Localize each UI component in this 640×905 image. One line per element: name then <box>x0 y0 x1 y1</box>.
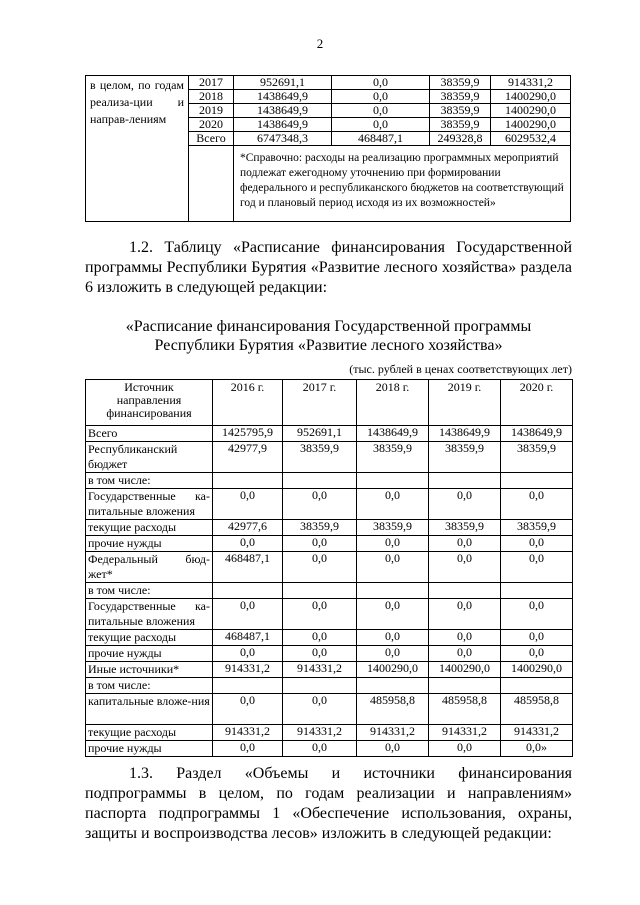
header-2018: 2018 г. <box>357 380 429 426</box>
value-cell: 1438649,9 <box>234 104 332 118</box>
value-cell: 0,0 <box>213 536 283 552</box>
value-cell: 914331,2 <box>491 76 571 90</box>
year-cell: 2019 <box>189 104 234 118</box>
row-label: Республиканский бюджет <box>86 442 213 473</box>
value-cell: 1400290,0 <box>501 662 573 678</box>
value-cell: 0,0 <box>501 630 573 646</box>
table-row <box>86 489 573 520</box>
value-cell <box>357 678 429 694</box>
table-row <box>86 678 573 694</box>
table-row <box>86 76 571 90</box>
value-cell: 0,0 <box>283 489 357 520</box>
row-label: в том числе: <box>86 678 213 694</box>
value-cell: 0,0 <box>283 552 357 583</box>
value-cell: 0,0 <box>429 630 501 646</box>
row-label: прочие нужды <box>86 646 213 662</box>
value-cell <box>429 678 501 694</box>
value-cell: 0,0 <box>213 694 283 725</box>
value-cell: 38359,9 <box>429 442 501 473</box>
value-cell: 0,0 <box>283 630 357 646</box>
value-cell: 0,0 <box>429 599 501 630</box>
value-cell: 914331,2 <box>357 725 429 741</box>
year-cell: Всего <box>189 132 234 146</box>
value-cell: 38359,9 <box>283 520 357 536</box>
value-cell: 0,0 <box>429 741 501 757</box>
header-2016: 2016 г. <box>213 380 283 426</box>
value-cell: 1400290,0 <box>429 662 501 678</box>
value-cell: 952691,1 <box>283 426 357 442</box>
value-cell: 0,0 <box>283 599 357 630</box>
value-cell: 38359,9 <box>501 520 573 536</box>
units-note: (тыс. рублей в ценах соответствующих лет) <box>349 362 572 376</box>
row-label: в том числе: <box>86 583 213 599</box>
value-cell: 0,0 <box>283 646 357 662</box>
value-cell: 0,0 <box>332 104 430 118</box>
value-cell: 0,0 <box>501 552 573 583</box>
page-number: 2 <box>316 36 324 51</box>
table-row <box>86 442 573 473</box>
value-cell <box>283 583 357 599</box>
value-cell: 1400290,0 <box>491 104 571 118</box>
value-cell: 1425795,9 <box>213 426 283 442</box>
value-cell: 1438649,9 <box>234 118 332 132</box>
table-row <box>86 520 573 536</box>
table-row <box>86 662 573 678</box>
value-cell: 38359,9 <box>430 118 491 132</box>
row-label: Федеральный бюд-жет* <box>86 552 213 583</box>
row-label: текущие расходы <box>86 725 213 741</box>
paragraph-1-3: 1.3. Раздел «Объемы и источники финансирования подпрограммы в целом, по годам реализации и направлениям» паспорта подпрограммы 1 «Обеспечение использования, охраны, защиты и воспроизводства лесов» изложить в следующей редакции: <box>85 765 572 842</box>
value-cell: 0,0 <box>213 646 283 662</box>
value-cell: 0,0 <box>332 90 430 104</box>
row-label: капитальные вложе-ния <box>86 694 213 725</box>
table-row <box>86 473 573 489</box>
value-cell: 0,0 <box>283 694 357 725</box>
value-cell: 38359,9 <box>430 76 491 90</box>
header-2020: 2020 г. <box>501 380 573 426</box>
value-cell: 468487,1 <box>213 630 283 646</box>
value-cell: 0,0 <box>213 741 283 757</box>
row-label: прочие нужды <box>86 536 213 552</box>
value-cell: 6747348,3 <box>234 132 332 146</box>
row-label: прочие нужды <box>86 741 213 757</box>
value-cell: 914331,2 <box>283 662 357 678</box>
value-cell: 0,0 <box>501 489 573 520</box>
value-cell: 1438649,9 <box>357 426 429 442</box>
value-cell <box>283 678 357 694</box>
value-cell: 38359,9 <box>430 104 491 118</box>
value-cell: 0,0 <box>357 630 429 646</box>
value-cell: 914331,2 <box>213 662 283 678</box>
row-label: Государственные ка-питальные вложения <box>86 599 213 630</box>
value-cell <box>501 583 573 599</box>
value-cell: 42977,6 <box>213 520 283 536</box>
year-cell: 2017 <box>189 76 234 90</box>
row-label: Всего <box>86 426 213 442</box>
value-cell: 0,0 <box>429 552 501 583</box>
period-label: в целом, по годам реализа-ции и направ-лениям <box>86 76 189 222</box>
value-cell: 0,0» <box>501 741 573 757</box>
value-cell <box>213 678 283 694</box>
value-cell: 485958,8 <box>429 694 501 725</box>
table-row <box>86 583 573 599</box>
row-label: Государственные ка-питальные вложения <box>86 489 213 520</box>
header-2019: 2019 г. <box>429 380 501 426</box>
table-row <box>86 630 573 646</box>
value-cell: 914331,2 <box>429 725 501 741</box>
value-cell <box>501 473 573 489</box>
schedule-title-line1: «Расписание финансирования Государственной программы <box>125 318 532 335</box>
value-cell: 0,0 <box>213 489 283 520</box>
footnote: *Справочно: расходы на реализацию программных мероприятий подлежат ежегодному уточнению при формировании федерального и республиканского бюджетов на соответствующий год и плановый период исходя из их возможностей» <box>234 146 571 222</box>
row-label: текущие расходы <box>86 630 213 646</box>
value-cell: 0,0 <box>429 536 501 552</box>
value-cell: 0,0 <box>357 741 429 757</box>
value-cell: 38359,9 <box>357 520 429 536</box>
value-cell: 6029532,4 <box>491 132 571 146</box>
table-row <box>86 426 573 442</box>
value-cell: 0,0 <box>357 599 429 630</box>
value-cell: 468487,1 <box>213 552 283 583</box>
schedule-title-line2: Республики Бурятия «Развитие лесного хозяйства» <box>154 337 503 354</box>
value-cell: 1400290,0 <box>491 90 571 104</box>
value-cell: 0,0 <box>213 599 283 630</box>
header-2017: 2017 г. <box>283 380 357 426</box>
table-row <box>86 552 573 583</box>
value-cell: 249328,8 <box>430 132 491 146</box>
value-cell <box>357 473 429 489</box>
table-row <box>86 599 573 630</box>
value-cell: 0,0 <box>332 118 430 132</box>
header-source: Источник направления финансирования <box>86 380 213 426</box>
value-cell: 1438649,9 <box>429 426 501 442</box>
value-cell: 0,0 <box>357 536 429 552</box>
table-row <box>86 741 573 757</box>
value-cell: 0,0 <box>429 646 501 662</box>
value-cell: 0,0 <box>332 76 430 90</box>
row-label: текущие расходы <box>86 520 213 536</box>
schedule-body <box>86 426 573 757</box>
header-row <box>86 380 573 426</box>
value-cell <box>283 473 357 489</box>
value-cell <box>501 678 573 694</box>
table-row <box>86 646 573 662</box>
table-row <box>86 725 573 741</box>
value-cell: 0,0 <box>501 536 573 552</box>
value-cell: 38359,9 <box>501 442 573 473</box>
value-cell: 914331,2 <box>283 725 357 741</box>
value-cell: 0,0 <box>357 646 429 662</box>
value-cell <box>213 583 283 599</box>
year-cell: 2018 <box>189 90 234 104</box>
value-cell: 468487,1 <box>332 132 430 146</box>
value-cell: 0,0 <box>357 552 429 583</box>
value-cell: 0,0 <box>501 599 573 630</box>
value-cell: 485958,8 <box>357 694 429 725</box>
value-cell: 1438649,9 <box>501 426 573 442</box>
note-spacer <box>189 146 234 222</box>
value-cell: 0,0 <box>357 489 429 520</box>
value-cell <box>357 583 429 599</box>
year-cell: 2020 <box>189 118 234 132</box>
top-funding-table <box>85 75 571 222</box>
paragraph-1-2: 1.2. Таблицу «Расписание финансирования Государственной программы Республики Бурятия «Развитие лесного хозяйства» раздела 6 изложить в следующей редакции: <box>85 239 572 296</box>
value-cell <box>429 583 501 599</box>
value-cell: 914331,2 <box>213 725 283 741</box>
value-cell: 38359,9 <box>430 90 491 104</box>
value-cell: 38359,9 <box>283 442 357 473</box>
table-row <box>86 536 573 552</box>
value-cell: 0,0 <box>429 489 501 520</box>
value-cell: 1400290,0 <box>357 662 429 678</box>
value-cell <box>429 473 501 489</box>
row-label: в том числе: <box>86 473 213 489</box>
value-cell: 0,0 <box>283 741 357 757</box>
value-cell: 0,0 <box>283 536 357 552</box>
row-label: Иные источники* <box>86 662 213 678</box>
value-cell: 38359,9 <box>357 442 429 473</box>
schedule-table <box>85 379 573 757</box>
value-cell: 42977,9 <box>213 442 283 473</box>
value-cell: 952691,1 <box>234 76 332 90</box>
value-cell: 38359,9 <box>429 520 501 536</box>
value-cell <box>213 473 283 489</box>
table-row <box>86 694 573 725</box>
value-cell: 914331,2 <box>501 725 573 741</box>
value-cell: 1438649,9 <box>234 90 332 104</box>
value-cell: 0,0 <box>501 646 573 662</box>
value-cell: 1400290,0 <box>491 118 571 132</box>
value-cell: 485958,8 <box>501 694 573 725</box>
